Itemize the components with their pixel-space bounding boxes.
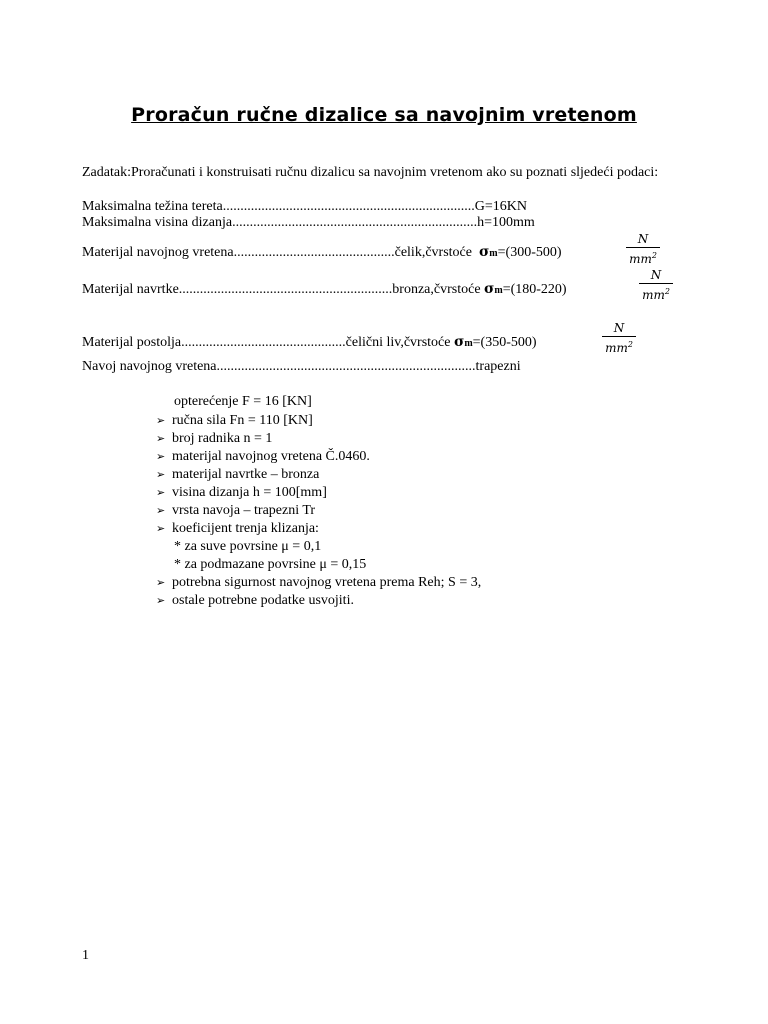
leader-dots: ............................................................. <box>178 282 393 297</box>
strength-range: =(180-220) <box>502 282 567 297</box>
list-item: ➢ ručna sila Fn = 110 [KN] <box>156 413 313 428</box>
sigma-subscript: m <box>494 285 503 296</box>
material-line-nut <box>82 281 567 299</box>
leader-dots: ............................................... <box>181 335 346 350</box>
arrow-bullet-icon: ➢ <box>156 522 166 535</box>
unit-fraction <box>620 232 666 266</box>
unit-fraction <box>596 321 642 355</box>
material-label: Materijal navojnog vretena <box>82 245 234 260</box>
load-line: opterećenje F = 16 [KN] <box>174 394 312 409</box>
thread-line <box>82 359 521 375</box>
sigma-symbol: σ <box>478 244 490 260</box>
list-item: ➢ materijal navojnog vretena Č.0460. <box>156 449 370 464</box>
leader-dots: ........................................................................ <box>222 199 475 214</box>
fraction-bar <box>639 283 673 284</box>
material-line-spindle <box>82 244 562 262</box>
spec-line-height <box>82 215 535 231</box>
list-item: ➢ ostale potrebne podatke usvojiti. <box>156 593 354 608</box>
strength-range: =(300-500) <box>497 245 562 260</box>
sigma-symbol: σ <box>453 334 465 350</box>
arrow-bullet-icon: ➢ <box>156 450 166 463</box>
sigma-symbol: σ <box>484 281 495 297</box>
arrow-bullet-icon: ➢ <box>156 432 166 445</box>
strength-range: =(350-500) <box>472 335 537 350</box>
sigma-subscript: m <box>489 248 498 259</box>
material-value: čelični liv,čvrstoće <box>345 335 451 350</box>
list-item: ➢ broj radnika n = 1 <box>156 431 273 446</box>
page-title: Proračun ručne dizalice sa navojnim vretenom <box>131 104 637 126</box>
unit-numerator: N <box>650 268 662 282</box>
leader-dots: ...................................................................... <box>232 215 478 230</box>
fraction-bar <box>626 247 660 248</box>
unit-denominator: $mm^2$ <box>629 251 657 266</box>
unit-denominator: $mm^2$ <box>642 287 670 302</box>
fraction-bar <box>602 336 636 337</box>
unit-numerator: N <box>637 232 649 246</box>
material-value: čelik,čvrstoće <box>394 245 472 260</box>
list-item: ➢ koeficijent trenja klizanja: <box>156 521 319 536</box>
thread-value: trapezni <box>475 359 521 374</box>
material-label: Materijal postolja <box>82 335 182 350</box>
task-intro: Zadatak:Proračunati i konstruisati ručnu dizalicu sa navojnim vretenom ako su poznati sljedeći podaci: <box>82 165 659 180</box>
list-item: ➢ potrebna sigurnost navojnog vretena prema Reh; S = 3, <box>156 575 482 590</box>
list-item: ➢ vrsta navoja – trapezni Tr <box>156 503 316 518</box>
spec-value: h=100mm <box>477 215 535 230</box>
arrow-bullet-icon: ➢ <box>156 486 166 499</box>
list-item: ➢ visina dizanja h = 100[mm] <box>156 485 327 500</box>
friction-item: * za podmazane povrsine μ = 0,15 <box>174 557 367 572</box>
material-value: bronza,čvrstoće <box>392 282 481 297</box>
leader-dots: .............................................. <box>233 245 395 260</box>
arrow-bullet-icon: ➢ <box>156 594 166 607</box>
spec-value: G=16KN <box>474 199 527 214</box>
spec-label: Maksimalna težina tereta <box>82 199 223 214</box>
thread-label: Navoj navojnog vretena <box>82 359 217 374</box>
arrow-bullet-icon: ➢ <box>156 504 166 517</box>
unit-denominator: $mm^2$ <box>605 340 633 355</box>
spec-label: Maksimalna visina dizanja <box>82 215 233 230</box>
parameter-list <box>156 412 482 610</box>
unit-fraction <box>633 268 679 302</box>
leader-dots: .......................................................................... <box>216 359 476 374</box>
arrow-bullet-icon: ➢ <box>156 414 166 427</box>
list-item: ➢ materijal navrtke – bronza <box>156 467 320 482</box>
sigma-subscript: m <box>464 338 473 349</box>
arrow-bullet-icon: ➢ <box>156 468 166 481</box>
spec-line-weight <box>82 199 527 215</box>
material-line-base <box>82 334 537 352</box>
friction-item: * za suve povrsine μ = 0,1 <box>174 539 322 554</box>
page-number: 1 <box>82 948 89 963</box>
material-label: Materijal navrtke <box>82 282 179 297</box>
arrow-bullet-icon: ➢ <box>156 576 166 589</box>
unit-numerator: N <box>613 321 625 335</box>
